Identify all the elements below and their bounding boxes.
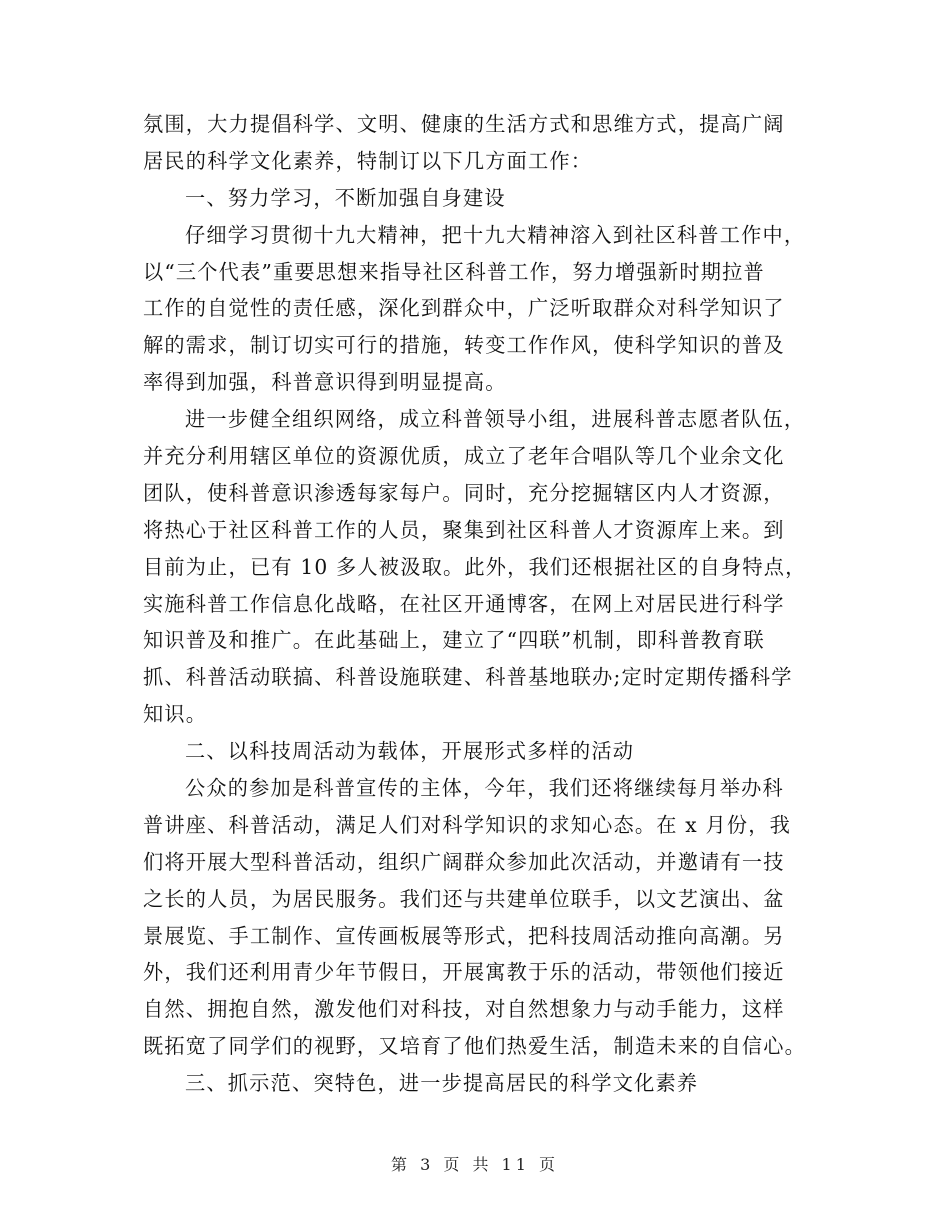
section-heading-1: 一、努力学习，不断加强自身建设 <box>185 185 506 210</box>
text-line: 抓、科普活动联搞、科普设施联建、科普基地联办;定时定期传播科学 <box>143 665 793 690</box>
text-line: 景展览、手工制作、宣传画板展等形式，把科技周活动推向高潮。另 <box>143 923 785 948</box>
text-line: 以“三个代表”重要思想来指导社区科普工作，努力增强新时期拉普 <box>143 259 765 284</box>
text-line: 实施科普工作信息化战略，在社区开通博客，在网上对居民进行科学 <box>143 591 785 616</box>
text-line: 工作的自觉性的责任感，深化到群众中，广泛听取群众对科学知识了 <box>143 296 785 321</box>
text-line: 外，我们还利用青少年节假日，开展寓教于乐的活动，带领他们接近 <box>143 960 785 985</box>
document-body <box>143 106 809 1102</box>
text-line: 将热心于社区科普工作的人员，聚集到社区科普人才资源库上来。到 <box>143 517 785 542</box>
text-line: 知识普及和推广。在此基础上，建立了“四联”机制，即科普教育联 <box>143 628 765 653</box>
text-line: 们将开展大型科普活动，组织广阔群众参加此次活动，并邀请有一技 <box>143 849 785 874</box>
text-line: 普讲座、科普活动，满足人们对科学知识的求知心态。在 x 月份，我 <box>143 812 792 837</box>
text-line: 解的需求，制订切实可行的措施，转变工作作风，使科学知识的普及 <box>143 333 785 358</box>
text-line: 居民的科学文化素养，特制订以下几方面工作： <box>143 148 593 173</box>
text-line: 团队，使科普意识渗透每家每户。同时，充分挖掘辖区内人才资源， <box>143 480 785 505</box>
text-line: 并充分利用辖区单位的资源优质，成立了老年合唱队等几个业余文化 <box>143 444 785 469</box>
text-line: 公众的参加是科普宣传的主体，今年，我们还将继续每月举办科 <box>185 776 784 801</box>
text-line: 进一步健全组织网络，成立科普领导小组，进展科普志愿者队伍， <box>185 407 806 432</box>
text-line: 氛围，大力提倡科学、文明、健康的生活方式和思维方式，提高广阔 <box>143 112 785 136</box>
text-line: 目前为止，已有 10 多人被汲取。此外，我们还根据社区的自身特点， <box>143 554 807 579</box>
text-line: 既拓宽了同学们的视野，又培育了他们热爱生活，制造未来的自信心。 <box>143 1034 807 1059</box>
text-line: 率得到加强，科普意识得到明显提高。 <box>143 370 507 395</box>
page-number-footer: 第 3 页 共 11 页 <box>391 1155 559 1174</box>
text-line: 知识。 <box>143 702 208 727</box>
text-line: 之长的人员，为居民服务。我们还与共建单位联手，以文艺演出、盆 <box>143 886 785 911</box>
section-heading-2: 二、以科技周活动为载体，开展形式多样的活动 <box>185 739 635 764</box>
text-line: 仔细学习贯彻十九大精神，把十九大精神溶入到社区科普工作中， <box>185 222 806 247</box>
text-line: 自然、拥抱自然，激发他们对科技，对自然想象力与动手能力，这样 <box>143 997 785 1022</box>
section-heading-3: 三、抓示范、突特色，进一步提高居民的科学文化素养 <box>185 1071 699 1096</box>
